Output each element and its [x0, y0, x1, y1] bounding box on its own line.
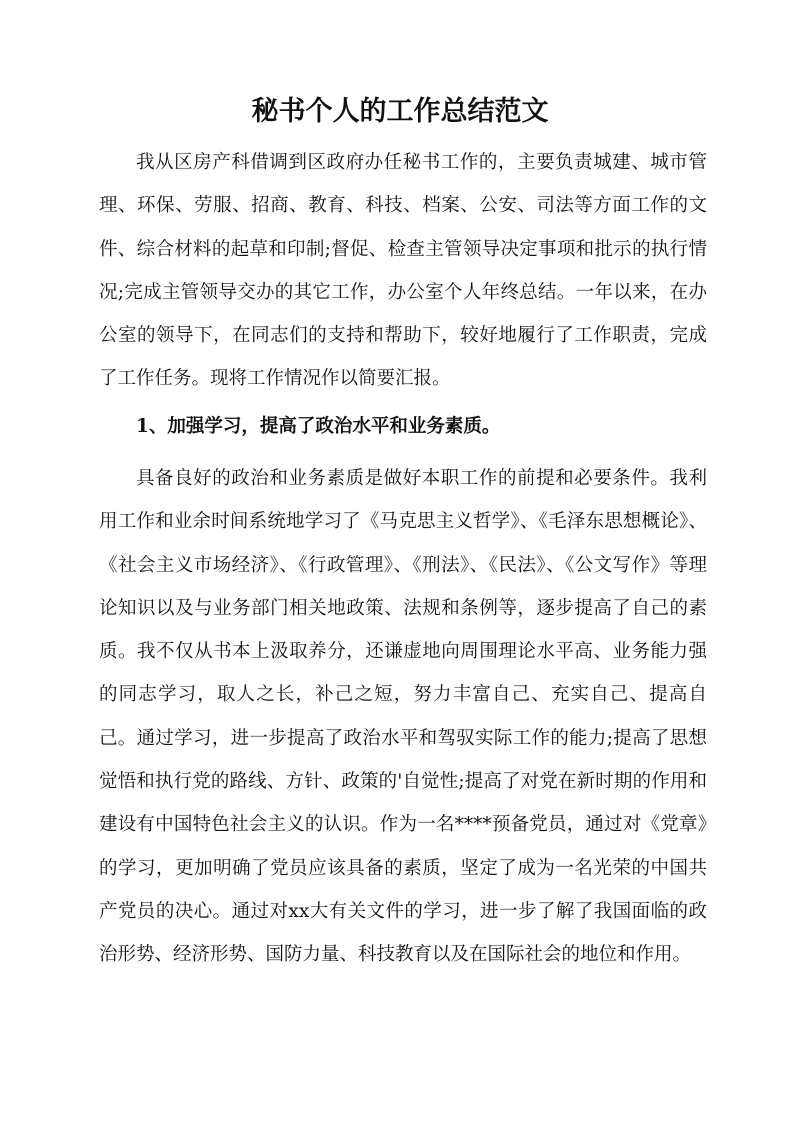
- intro-paragraph: 我从区房产科借调到区政府办任秘书工作的，主要负责城建、城市管理、环保、劳服、招商、教育、科技、档案、公安、司法等方面工作的文件、综合材料的起草和印制;督促、检查主管领导决定事项和批示的执行情况;完成主管领导交办的其它工作，办公室个人年终总结。一年以来，在办公室的领导下，在同志们的支持和帮助下，较好地履行了工作职责，完成了工作任务。现将工作情况作以简要汇报。: [99, 152, 707, 390]
- section-heading: 1、加强学习，提高了政治水平和业务素质。: [136, 416, 501, 437]
- document-title: 秘书个人的工作总结范文: [251, 96, 549, 127]
- section-paragraph: 具备良好的政治和业务素质是做好本职工作的前提和必要条件。我利用工作和业余时间系统地学习了《马克思主义哲学》、《毛泽东思想概论》、《社会主义市场经济》、《行政管理》、《刑法》、《民法》、《公文写作》等理论知识以及与业务部门相关地政策、法规和条例等，逐步提高了自己的素质。我不仅从书本上汲取养分，还谦虚地向周围理论水平高、业务能力强的同志学习，取人之长，补己之短，努力丰富自己、充实自己、提高自己。通过学习，进一步提高了政治水平和驾驭实际工作的能力;提高了思想觉悟和执行党的路线、方针、政策的'自觉性;提高了对党在新时期的作用和建设有中国特色社会主义的认识。作为一名****预备党员，通过对《党章》的学习，更加明确了党员应该具备的素质，坚定了成为一名光荣的中国共产党员的决心。通过对xx大有关文件的学习，进一步了解了我国面临的政治形势、经济形势、国防力量、科技教育以及在国际社会的地位和作用。: [99, 468, 707, 966]
